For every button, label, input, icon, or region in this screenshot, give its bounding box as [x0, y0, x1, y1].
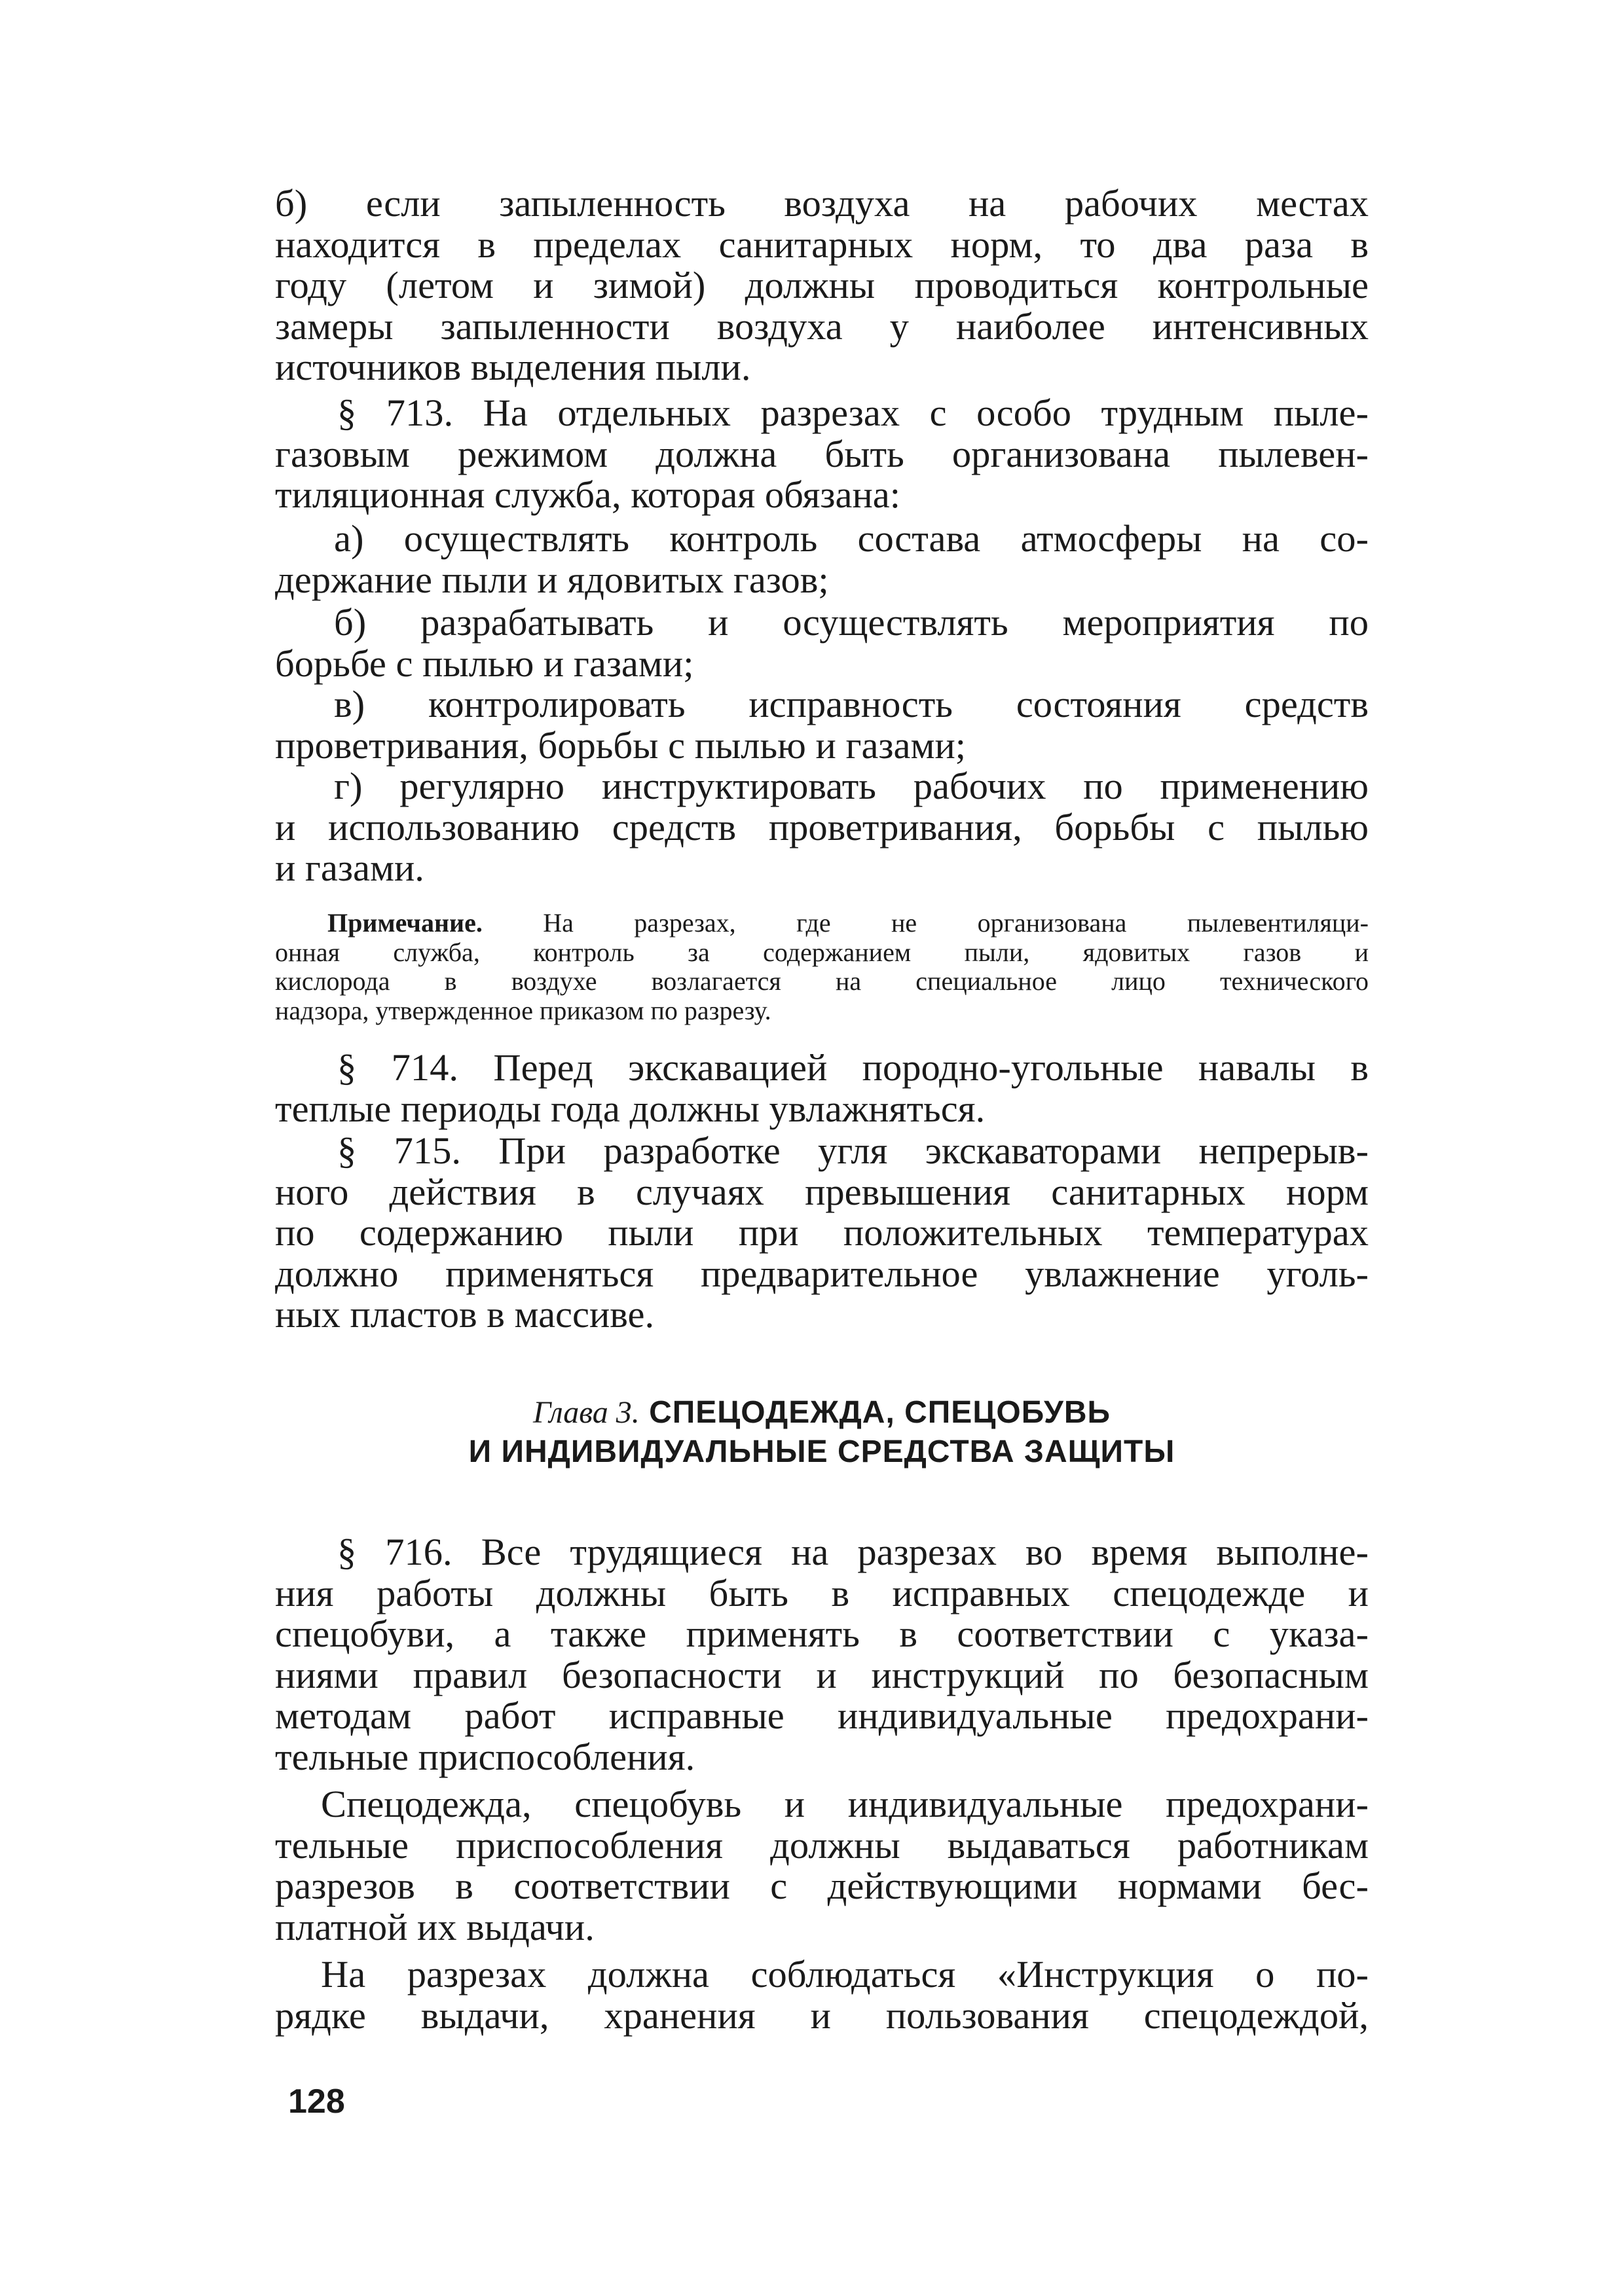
text-line: держание пыли и ядовитых газов;: [275, 558, 829, 601]
paragraph-item-v: [275, 684, 1369, 766]
text-line: а) осуществлять контроль состава атмосферы на со-: [334, 517, 1369, 560]
text-line: тельные приспособления.: [275, 1735, 695, 1778]
chapter-label: Глава 3.: [532, 1395, 640, 1430]
text-line: проветривания, борьбы с пылью и газами;: [275, 723, 967, 767]
text-line: разрезов в соответствии с действующими нормами бес-: [275, 1865, 1369, 1907]
text-line: должно применяться предварительное увлажнение уголь-: [275, 1252, 1369, 1295]
text-line: ного действия в случаях превышения санитарных норм: [275, 1170, 1369, 1213]
paragraph-item-a: [275, 519, 1369, 600]
page-number: 128: [288, 2083, 345, 2121]
text-line: ния работы должны быть в исправных спецодежде и: [275, 1571, 1369, 1614]
text-line: ниями правил безопасности и инструкций по безопасным: [275, 1653, 1369, 1696]
text-line: На разрезах должна соблюдаться «Инструкция о по-: [321, 1953, 1369, 1995]
text-line: газовым режимом должна быть организована пылевен-: [275, 432, 1369, 475]
text-line: § 714. Перед экскавацией породно-угольные навалы в: [337, 1046, 1369, 1089]
note-line: онная служба, контроль за содержанием пыли, ядовитых газов и: [275, 937, 1369, 967]
paragraph-instruction: [275, 1954, 1369, 2036]
paragraph-section-713: [275, 393, 1369, 516]
text-line: в) контролировать исправность состояния средств: [334, 683, 1369, 725]
chapter-heading-line-1: [275, 1393, 1369, 1432]
text-line: тиляционная служба, которая обязана:: [275, 473, 900, 516]
text-line: § 716. Все трудящиеся на разрезах во время выполне-: [337, 1531, 1369, 1573]
paragraph-section-716: [275, 1532, 1369, 1777]
text-line: г) регулярно инструктировать рабочих по применению: [334, 765, 1369, 807]
text-line: теплые периоды года должны увлажняться.: [275, 1087, 986, 1130]
text-line: борьбе с пылью и газами;: [275, 642, 694, 685]
text-line: источников выделения пыли.: [275, 346, 751, 388]
chapter-title-2: И ИНДИВИДУАЛЬНЫЕ СРЕДСТВА ЗАЩИТЫ: [468, 1434, 1175, 1469]
text-line: платной их выдачи.: [275, 1905, 595, 1948]
note-first-line: [327, 909, 1369, 938]
text-line: ных пластов в массиве.: [275, 1293, 655, 1336]
text-line: Спецодежда, спецобувь и индивидуальные предохрани-: [321, 1783, 1369, 1825]
text-line: году (летом и зимой) должны проводиться контрольные: [275, 264, 1369, 306]
chapter-title-1: СПЕЦОДЕЖДА, СПЕЦОБУВЬ: [649, 1395, 1111, 1430]
text-line: находится в пределах санитарных норм, то два раза в: [275, 223, 1369, 266]
text-line: методам работ исправные индивидуальные предохрани-: [275, 1694, 1369, 1737]
note-line: кислорода в воздухе возлагается на специальное лицо технического: [275, 966, 1369, 996]
text-line: б) если запыленность воздуха на рабочих местах: [275, 182, 1369, 225]
note-text: На разрезах, где не организована пылевентиляци-: [543, 908, 1369, 938]
paragraph-section-715: [275, 1131, 1369, 1336]
text-line: § 713. На отдельных разрезах с особо трудным пыле-: [337, 392, 1369, 434]
text-line: рядке выдачи, хранения и пользования спецодеждой,: [275, 1994, 1369, 2037]
paragraph-specodezhda: [275, 1784, 1369, 1948]
note-label: Примечание.: [327, 908, 483, 938]
text-line: и использованию средств проветривания, борьбы с пылью: [275, 805, 1369, 848]
text-line: спецобуви, а также применять в соответствии с указа-: [275, 1613, 1369, 1655]
paragraph-item-b: [275, 602, 1369, 684]
paragraph-item-g: [275, 766, 1369, 889]
text-line: по содержанию пыли при положительных температурах: [275, 1211, 1369, 1254]
text-line: замеры запыленности воздуха у наиболее интенсивных: [275, 304, 1369, 348]
paragraph-item-b-dust-control: [275, 183, 1369, 388]
note-block: [275, 908, 1369, 1025]
text-line: б) разрабатывать и осуществлять мероприятия по: [334, 601, 1369, 644]
text-line: тельные приспособления должны выдаваться работникам: [275, 1823, 1369, 1867]
chapter-heading: [275, 1393, 1369, 1472]
text-line: и газами.: [275, 847, 424, 889]
paragraph-section-714: [275, 1048, 1369, 1129]
text-line: § 715. При разработке угля экскаваторами непрерыв-: [337, 1129, 1369, 1172]
note-line: надзора, утвержденное приказом по разрезу.: [275, 995, 771, 1025]
